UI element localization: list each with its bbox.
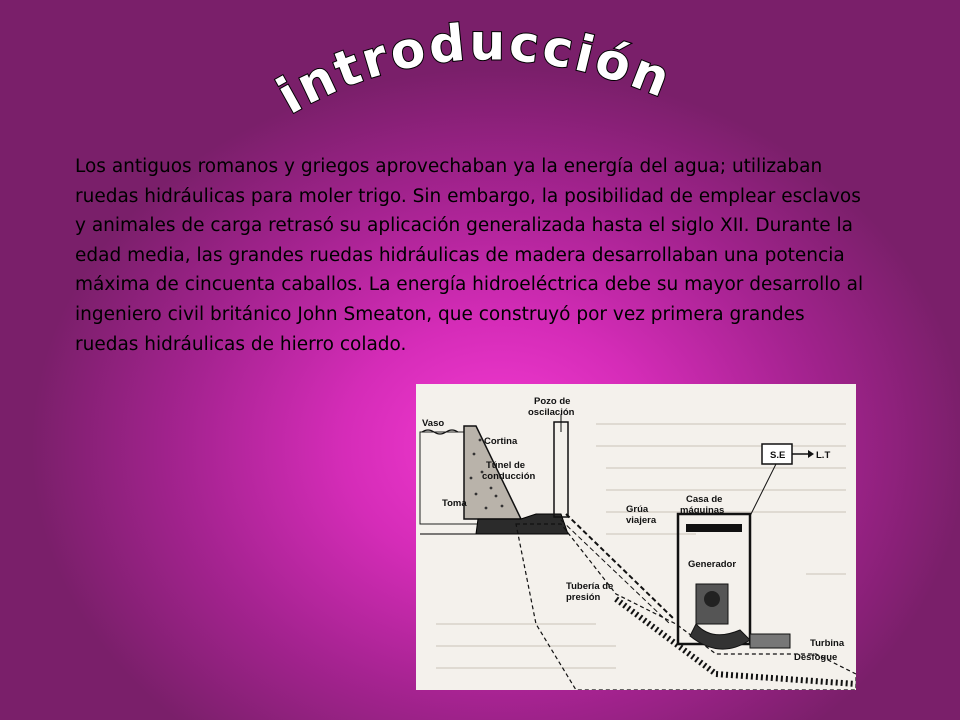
slide-title — [267, 13, 681, 130]
label-toma: Toma — [442, 498, 467, 509]
label-tuberia-2: presión — [566, 592, 601, 603]
surge-tank — [554, 422, 568, 517]
diagram-svg — [416, 384, 856, 690]
label-casa-2: máquinas — [680, 505, 725, 516]
intro-paragraph: Los antiguos romanos y griegos aprovechaban ya la energía del agua; utilizaban ruedas hidráulicas para moler trigo. Sin embargo, la posibilidad de emplear esclavos y animales de carga retrasó su aplicación generalizada hasta el siglo XII. Durante la edad media, las grandes ruedas hidráulicas de madera desarrollaban una potencia máxima de cincuenta caballos. La energía hidroeléctrica debe su mayor desarrollo al ingeniero civil británico John Smeaton, que construyó por vez primera grandes ruedas hidráulicas de hierro colado. — [75, 156, 864, 355]
label-cortina: Cortina — [484, 436, 518, 447]
label-pozo-1: Pozo de — [534, 396, 571, 407]
turbine — [690, 624, 750, 649]
label-grua-2: viajera — [626, 515, 657, 526]
slide-title-text: introducción — [267, 13, 681, 126]
hydroelectric-plant-diagram — [416, 384, 856, 690]
label-turbina: Turbina — [810, 638, 845, 649]
label-desfogue: Desfogue — [794, 652, 838, 663]
label-vaso: Vaso — [422, 418, 445, 429]
svg-text:introducción — [268, 13, 681, 125]
label-se: S.E — [770, 450, 786, 461]
label-casa-1: Casa de — [686, 494, 723, 505]
label-tunel-1: Túnel de — [486, 460, 526, 471]
label-lt: L.T — [816, 450, 831, 461]
label-generador: Generador — [688, 559, 737, 570]
label-grua-1: Grúa — [626, 504, 649, 515]
label-tuberia-1: Tubería de — [566, 581, 614, 592]
label-pozo-2: oscilación — [528, 407, 575, 418]
label-tunel-2: conducción — [482, 471, 536, 482]
